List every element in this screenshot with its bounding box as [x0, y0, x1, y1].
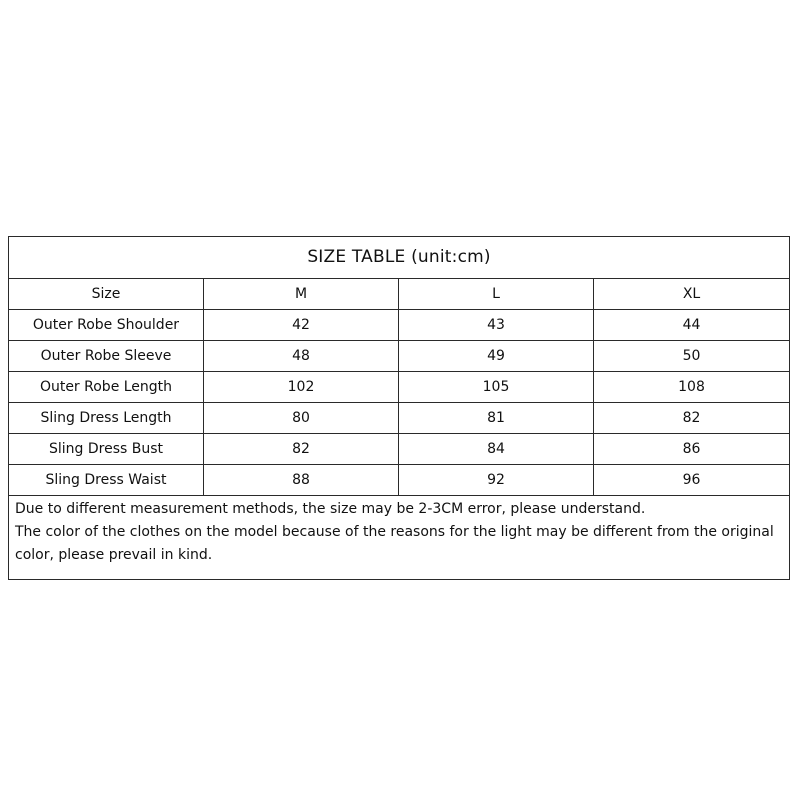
- header-cell-xl: XL: [594, 279, 790, 310]
- table-row: [9, 465, 790, 496]
- table-title: SIZE TABLE (unit:cm): [9, 237, 790, 279]
- size-table: [8, 236, 790, 580]
- cell-xl: 108: [594, 372, 790, 403]
- cell-l: 49: [399, 341, 594, 372]
- table-row: [9, 372, 790, 403]
- row-label: Outer Robe Sleeve: [9, 341, 204, 372]
- cell-m: 82: [204, 434, 399, 465]
- cell-l: 105: [399, 372, 594, 403]
- table-row: [9, 434, 790, 465]
- row-label: Outer Robe Length: [9, 372, 204, 403]
- cell-xl: 44: [594, 310, 790, 341]
- row-label: Sling Dress Waist: [9, 465, 204, 496]
- notes-cell: [9, 496, 790, 580]
- row-label: Outer Robe Shoulder: [9, 310, 204, 341]
- note-color: The color of the clothes on the model because of the reasons for the light may be different from the original color, please prevail in kind.: [15, 524, 774, 563]
- table-row: [9, 310, 790, 341]
- cell-xl: 82: [594, 403, 790, 434]
- table-row: [9, 341, 790, 372]
- cell-l: 92: [399, 465, 594, 496]
- cell-l: 81: [399, 403, 594, 434]
- cell-l: 84: [399, 434, 594, 465]
- cell-m: 48: [204, 341, 399, 372]
- cell-xl: 86: [594, 434, 790, 465]
- cell-m: 88: [204, 465, 399, 496]
- header-cell-l: L: [399, 279, 594, 310]
- title-row: [9, 237, 790, 279]
- header-cell-m: M: [204, 279, 399, 310]
- header-cell-size: Size: [9, 279, 204, 310]
- cell-m: 80: [204, 403, 399, 434]
- row-label: Sling Dress Length: [9, 403, 204, 434]
- row-label: Sling Dress Bust: [9, 434, 204, 465]
- table-row: [9, 403, 790, 434]
- cell-m: 102: [204, 372, 399, 403]
- cell-xl: 50: [594, 341, 790, 372]
- notes-row: [9, 496, 790, 580]
- cell-l: 43: [399, 310, 594, 341]
- header-row: [9, 279, 790, 310]
- cell-xl: 96: [594, 465, 790, 496]
- cell-m: 42: [204, 310, 399, 341]
- note-measurement: Due to different measurement methods, the size may be 2-3CM error, please understand.: [15, 501, 646, 517]
